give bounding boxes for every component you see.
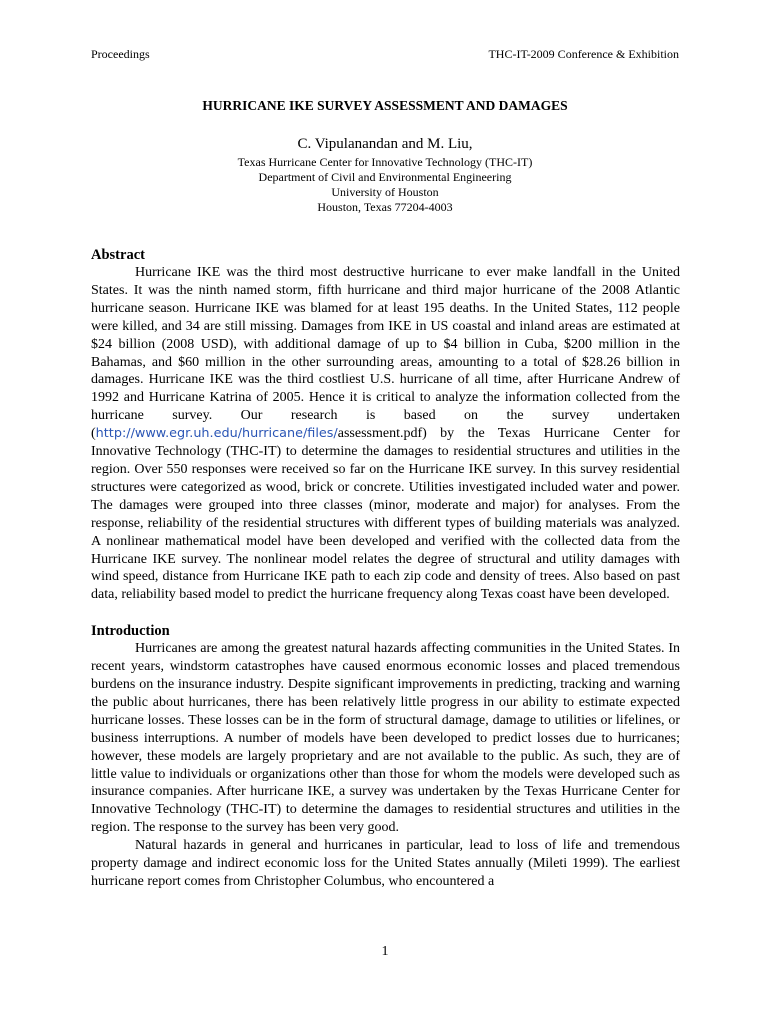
introduction-paragraph-1: Hurricanes are among the greatest natural hazards affecting communities in the United States. In recent years, windstorm catastrophes have caused enormous economic losses and placed tremendous burdens on the insurance industry. Despite significant improvements in predicting, tracking and warning the public about hurricanes, there has been relatively little progress in our ability to estimate expected hurricane losses. These losses can be in the form of structural damage, damage to utilities or lifelines, or business interruptions. A number of models have been developed to predict losses due to hurricanes; however, these models are largely proprietary and are not available to the public. As such, they are of little value to individuals or organizations other than those for whom the models were developed such as insurance companies. After hurricane IKE, a survey was undertaken by the Texas Hurricane Center for Innovative Technology (THC-IT) to determine the damages to residential structures and utilities in the region. The response to the survey has been very good.: [91, 641, 680, 836]
paper-title: HURRICANE IKE SURVEY ASSESSMENT AND DAMAGES: [202, 98, 568, 113]
authors: C. Vipulanandan and M. Liu,: [297, 136, 473, 152]
affiliation-line-4: Houston, Texas 77204-4003: [317, 200, 453, 214]
survey-link[interactable]: http://www.egr.uh.edu/hurricane/files/: [95, 426, 338, 442]
introduction-paragraph-2: Natural hazards in general and hurricanes in particular, lead to loss of life and tremendous property damage and indirect economic loss for the United States annually (Mileti 1999). The earliest hurricane report comes from Christopher Columbus, who encountered a: [91, 838, 680, 889]
introduction-heading: Introduction: [91, 623, 170, 640]
abstract-heading: Abstract: [91, 247, 145, 263]
header-left: Proceedings: [91, 47, 150, 61]
running-header: [91, 46, 679, 62]
affiliation-line-2: Department of Civil and Environmental Engineering: [258, 170, 512, 184]
abstract-text-before-link: Hurricane IKE was the third most destructive hurricane to ever make landfall in the United States. It was the ninth named storm, fifth hurricane and third major hurricane of the 2008 Atlantic hurricane season. Hurricane IKE was blamed for at least 195 deaths. In the United States, 112 people were killed, and 34 are still missing. Damages from IKE in US coastal and inland areas are estimated at $24 billion (2008 USD), with additional damage of up to $4 billion in Cuba, $200 million in the Bahamas, and $60 million in the other surrounding areas, amounting to a total of $28.26 billion in damages. Hurricane IKE was the third costliest U.S. hurricane of all time, after Hurricane Andrew of 1992 and Hurricane Katrina of 2005. Hence it is critical to analyze the information collected from the hurricane survey. Our research is based on the survey undertaken (: [91, 265, 680, 442]
page-number: 1: [381, 944, 389, 959]
title-block: [91, 97, 679, 215]
header-right: THC-IT-2009 Conference & Exhibition: [488, 47, 679, 61]
survey-link-suffix: assessment.pdf: [337, 426, 423, 442]
abstract-paragraph: [91, 264, 680, 604]
affiliation-line-1: Texas Hurricane Center for Innovative Technology (THC-IT): [237, 155, 533, 169]
section-gap: [91, 604, 680, 622]
abstract-text-after-link: ) by the Texas Hurricane Center for Innovative Technology (THC-IT) to determine the damages to residential structures and utilities in the region. Over 550 responses were received so far on the Hurricane IKE survey. In this survey residential structures were categorized as wood, brick or concrete. Utilities investigated included water and power. The damages were grouped into three classes (minor, moderate and major) for analyses. From the response, reliability of the residential structures with different types of building materials was analyzed. A nonlinear mathematical model have been developed and verified with the collected data from the Hurricane IKE survey. The nonlinear model relates the degree of structural and utility damages with wind speed, distance from Hurricane IKE path to each zip code and density of trees. Also based on past data, reliability based model to predict the hurricane frequency along Texas coast have been developed.: [91, 426, 680, 603]
affiliation-line-3: University of Houston: [331, 185, 439, 199]
body-text: [91, 246, 680, 891]
